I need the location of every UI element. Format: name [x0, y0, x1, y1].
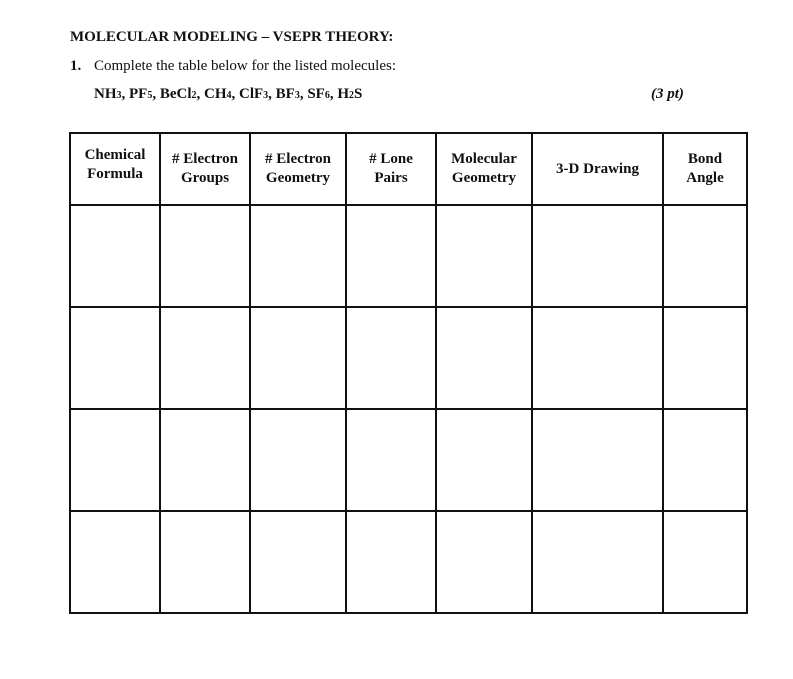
molecule-formula: BeCl2,	[159, 86, 204, 102]
header-electron-geometry: # Electron Geometry	[250, 133, 346, 205]
header-electron-groups: # Electron Groups	[160, 133, 250, 205]
molecule-formula: CH4,	[204, 86, 239, 102]
answer-cell[interactable]	[250, 511, 346, 613]
answer-cell[interactable]	[160, 307, 250, 409]
answer-cell[interactable]	[160, 511, 250, 613]
answer-cell[interactable]	[436, 307, 532, 409]
molecule-formula: PF5,	[129, 86, 160, 102]
molecule-formula: H2S	[337, 86, 363, 102]
answer-cell[interactable]	[436, 409, 532, 511]
table-row	[70, 511, 747, 613]
answer-cell[interactable]	[663, 511, 747, 613]
answer-cell[interactable]	[250, 409, 346, 511]
molecule-formula: SF6,	[307, 86, 338, 102]
answer-cell[interactable]	[346, 409, 436, 511]
worksheet-title: MOLECULAR MODELING – VSEPR THEORY:	[70, 29, 394, 45]
header-lone-pairs: # Lone Pairs	[346, 133, 436, 205]
answer-cell[interactable]	[663, 205, 747, 307]
table-row	[70, 205, 747, 307]
question-number: 1.	[70, 58, 82, 74]
answer-cell[interactable]	[250, 307, 346, 409]
header-bond-angle: Bond Angle	[663, 133, 747, 205]
table-row	[70, 307, 747, 409]
question-1	[70, 58, 396, 75]
answer-cell[interactable]	[160, 205, 250, 307]
molecule-formula: ClF3,	[239, 86, 276, 102]
molecule-formula: BF3,	[275, 86, 308, 102]
table-row	[70, 409, 747, 511]
answer-cell[interactable]	[70, 409, 160, 511]
points-value: (3 pt)	[651, 86, 684, 102]
answer-cell[interactable]	[436, 205, 532, 307]
molecule-list	[94, 86, 362, 103]
answer-cell[interactable]	[70, 205, 160, 307]
table-header-row	[70, 133, 747, 205]
vsepr-table	[69, 132, 748, 614]
header-chemical-formula: Chemical Formula	[70, 133, 160, 205]
answer-cell[interactable]	[436, 511, 532, 613]
answer-cell[interactable]	[663, 409, 747, 511]
answer-cell[interactable]	[160, 409, 250, 511]
answer-cell[interactable]	[70, 307, 160, 409]
answer-cell[interactable]	[70, 511, 160, 613]
header-molecular-geometry: Molecular Geometry	[436, 133, 532, 205]
answer-cell[interactable]	[532, 307, 663, 409]
answer-cell[interactable]	[250, 205, 346, 307]
answer-cell[interactable]	[532, 511, 663, 613]
answer-cell[interactable]	[663, 307, 747, 409]
header-3d-drawing: 3-D Drawing	[532, 133, 663, 205]
answer-cell[interactable]	[346, 205, 436, 307]
answer-cell[interactable]	[346, 511, 436, 613]
answer-cell[interactable]	[532, 409, 663, 511]
answer-cell[interactable]	[532, 205, 663, 307]
answer-cell[interactable]	[346, 307, 436, 409]
question-text: Complete the table below for the listed molecules:	[94, 58, 396, 74]
molecule-formula: NH3,	[94, 86, 129, 102]
